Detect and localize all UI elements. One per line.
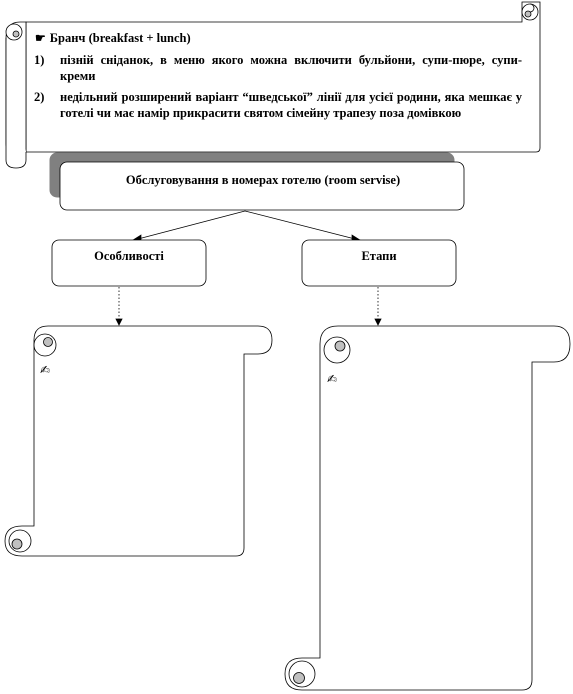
left-box-label: Особливості [94,249,164,263]
right-box-label: Етапи [361,249,397,263]
top-scroll [6,2,540,168]
item-text: пізній сніданок, в меню якого можна включити бульйони, супи-пюре, супи-креми [60,53,522,83]
scroll-heading-text: Бранч (breakfast + lunch) [49,31,191,45]
branch-arrows [133,211,360,242]
left-scroll [5,326,272,556]
scroll-item-1 [34,52,522,84]
pointing-hand-icon: ☛ [35,31,46,45]
scroll-heading [35,30,515,46]
writing-hand-icon: ✍ [40,363,51,377]
item-number: 1) [34,53,45,67]
item-number: 2) [34,90,45,104]
scroll-item-2 [34,89,522,121]
down-arrows [116,287,381,325]
item-text: недільний розширений варіант “шведської” лінії для усієї родини, яка мешкає у готелі чи має намір прикрасити святом сімейну трапезу поза домівкою [60,90,522,120]
main-box-label: Обслуговування в номерах готелю (room servise) [125,173,401,187]
writing-hand-icon: ✍ [327,372,338,386]
